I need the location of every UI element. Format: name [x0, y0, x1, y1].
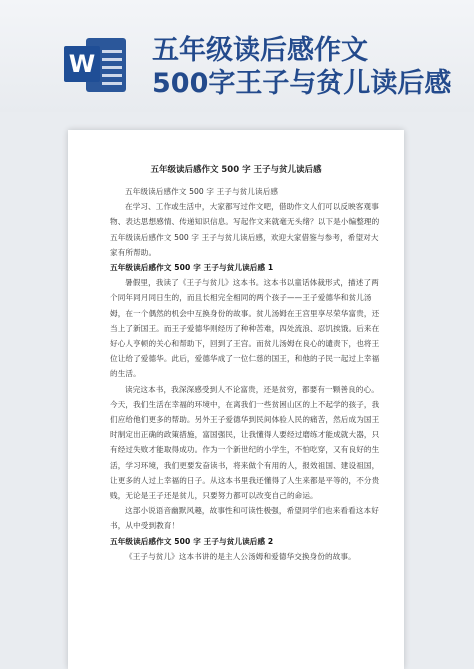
section-heading: 五年级读后感作文 500 字 王子与贫儿读后感 2	[110, 536, 274, 546]
word-icon-line	[102, 50, 122, 53]
banner	[0, 0, 474, 112]
word-icon-line	[102, 58, 122, 61]
word-icon-line	[102, 66, 122, 69]
document-title: 五年级读后感作文 500 字 王子与贫儿读后感	[150, 165, 322, 175]
banner-title-line-2: 500字王子与贫儿读后感	[152, 68, 452, 99]
document-body	[68, 184, 404, 564]
word-document-icon	[64, 36, 130, 94]
body-paragraph: 在学习、工作或生活中，大家都写过作文吧，借助作文人们可以反映客观事物、表达思想感情、传递知识信息。写起作文来就毫无头绪？以下是小编整理的五年级读后感作文 500 字 王子与贫儿读后感，欢迎大家借鉴与参考，希望对大家有所帮助。	[110, 202, 380, 257]
word-icon-line	[102, 82, 122, 85]
body-paragraph: 这部小说语音幽默风趣，故事性和可读性极强，希望同学们也来看看这本好书，从中受到教育！	[110, 506, 379, 531]
word-icon-letter: W	[64, 46, 100, 82]
body-paragraph: 五年级读后感作文 500 字 王子与贫儿读后感	[125, 187, 279, 196]
body-paragraph: 《王子与贫儿》这本书讲的是主人公汤姆和爱德华交换身份的故事。	[125, 551, 356, 561]
banner-title	[152, 34, 451, 100]
body-paragraph: 暑假里，我读了《王子与贫儿》这本书。这本书以童话体裁形式，描述了两个同年同月同日生的，而且长相完全相同的两个孩子——王子爱德华和贫儿汤姆，在一个偶然的机会中互换身份的故事。贫儿汤姆在王宫里享尽荣华富贵，还当上了新国王。而王子爱德华则经历了种种苦难，四处流浪、忍饥挨饿。后来在好心人亨顿的关心和帮助下，回到了王宫。而贫儿汤姆在良心的谴责下，也将王位让给了爱德华。此后，爱德华成了一位仁慈的国王，和他的子民一起过上幸福的生活。	[110, 278, 380, 379]
word-icon-line	[102, 74, 122, 77]
section-heading: 五年级读后感作文 500 字 王子与贫儿读后感 1	[110, 263, 274, 273]
body-paragraph: 读完这本书，我深深感受到人不论富贵，还是贫穷，都要有一颗善良的心。今天，我们生活在幸福的环境中，在离我们一些贫困山区的上不起学的孩子，我们应给他们更多的帮助。另外王子爱德华到民间体验人民的痛苦，然后成为国王时制定出正确的政策措施，富国强民，让我懂得人要经过磨练才能成就大器，只有经过失败才能取得成功。作为一个新世纪的小学生，不怕吃穿，又有良好的生活，学习环境，我们更要发奋读书，将来做个有用的人，报效祖国、建设祖国，让更多的人过上幸福的日子。从这本书里我还懂得了人生来都是平等的，不分贵贱，无论是王子还是贫儿，只要努力都可以改变自己的命运。	[110, 384, 380, 501]
document-page	[68, 130, 404, 669]
banner-title-line-1: 五年级读后感作文	[152, 35, 368, 66]
